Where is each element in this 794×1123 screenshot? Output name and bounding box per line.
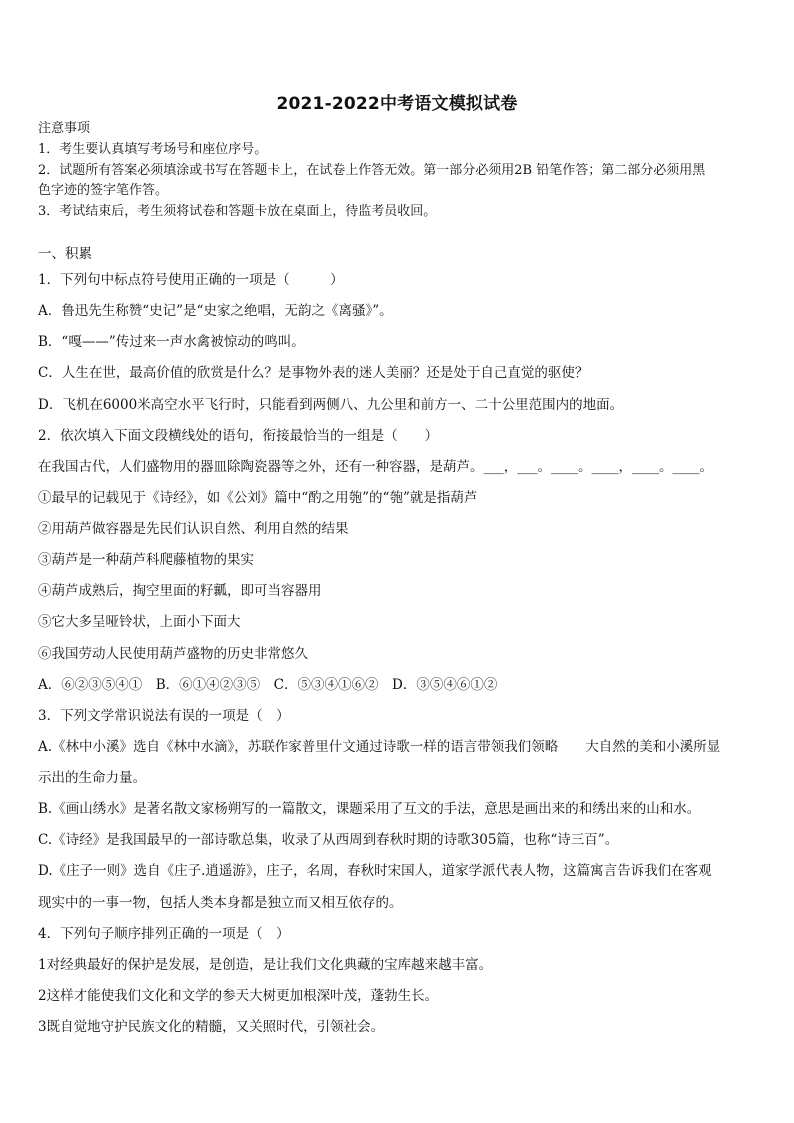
- question-3-option-c: C.《诗经》是我国最早的一部诗歌总集，收录了从西周到春秋时期的诗歌305篇，也称“诗三百”。: [38, 832, 619, 848]
- question-3-option-d-continued: 现实中的一事一物，包括人类本身都是独立而又相互依存的。: [38, 895, 403, 911]
- question-3-option-a-continued: 示出的生命力量。: [38, 770, 146, 786]
- question-3-option-a: A.《林中小溪》选自《林中水滴》，苏联作家普里什文通过诗歌一样的语言带领我们领略 大自然的美和小溪所显: [38, 739, 721, 755]
- question-4-sentence-2: 2这样才能使我们文化和文学的参天大树更加根深叶茂，蓬勃生长。: [38, 988, 439, 1004]
- question-1-option-a: A．鲁迅先生称赞“史记”是“史家之绝唱，无韵之《离骚》”。: [38, 303, 393, 319]
- question-1-stem: 1．下列句中标点符号使用正确的一项是（ ）: [38, 272, 344, 288]
- question-2-item-4: ④葫芦成熟后，掏空里面的籽瓤，即可当容器用: [38, 583, 322, 599]
- question-4-sentence-3: 3既自觉地守护民族文化的精髓，又关照时代，引领社会。: [38, 1019, 385, 1035]
- question-2-stem: 2．依次填入下面文段横线处的语句，衔接最恰当的一组是（ ）: [38, 428, 439, 444]
- question-3-stem: 3．下列文学常识说法有误的一项是（ ）: [38, 708, 290, 724]
- question-2-item-2: ②用葫芦做容器是先民们认识自然、利用自然的结果: [38, 521, 349, 537]
- question-1-option-b: B．“嘎——”传过来一声水禽被惊动的鸣叫。: [38, 334, 305, 350]
- question-1-option-c: C．人生在世，最高价值的欣赏是什么？是事物外表的迷人美丽？还是处于自己直觉的驱使？: [38, 365, 589, 381]
- notice-heading: 注意事项: [38, 121, 91, 136]
- question-4-sentence-1: 1对经典最好的保护是发展，是创造，是让我们文化典藏的宝库越来越丰富。: [38, 957, 493, 973]
- exam-title: 2021-2022中考语文模拟试卷: [276, 94, 518, 114]
- question-2-options: A．⑥②③⑤④① B．⑥①④②③⑤ C．⑤③④①⑥② D．③⑤④⑥①②: [38, 677, 498, 693]
- question-2-item-6: ⑥我国劳动人民使用葫芦盛物的历史非常悠久: [38, 646, 308, 662]
- notice-item-2-continued: 色字迹的签字笔作答。: [38, 183, 169, 198]
- question-2-item-3: ③葫芦是一种葫芦科爬藤植物的果实: [38, 552, 254, 568]
- question-2-item-5: ⑤它大多呈哑铃状，上面小下面大: [38, 614, 241, 630]
- notice-item-3: 3．考试结束后，考生须将试卷和答题卡放在桌面上，待监考员收回。: [38, 204, 437, 219]
- question-1-option-d: D．飞机在6000米高空水平飞行时，只能看到两侧八、九公里和前方一、二十公里范围内的地面。: [38, 397, 624, 413]
- question-2-item-1: ①最早的记载见于《诗经》，如《公刘》篇中“酌之用匏”的“匏”就是指葫芦: [38, 490, 478, 506]
- notice-item-2: 2．试题所有答案必须填涂或书写在答题卡上，在试卷上作答无效。第一部分必须用2B 铅笔作答；第二部分必须用黑: [38, 163, 706, 178]
- question-3-option-b: B.《画山绣水》是著名散文家杨朔写的一篇散文，课题采用了互文的手法，意思是画出来的和绣出来的山和水。: [38, 801, 701, 817]
- question-2-passage: 在我国古代，人们盛物用的器皿除陶瓷器等之外，还有一种容器，是葫芦。___，___。____。____，____。____。: [38, 459, 713, 475]
- notice-item-1: 1．考生要认真填写考场号和座位序号。: [38, 142, 268, 157]
- question-3-option-d: D.《庄子一则》选自《庄子.逍遥游》，庄子，名周，春秋时宋国人，道家学派代表人物，这篇寓言告诉我们在客观: [38, 863, 712, 879]
- section-heading: 一、积累: [38, 246, 92, 262]
- question-4-stem: 4．下列句子顺序排列正确的一项是（ ）: [38, 926, 290, 942]
